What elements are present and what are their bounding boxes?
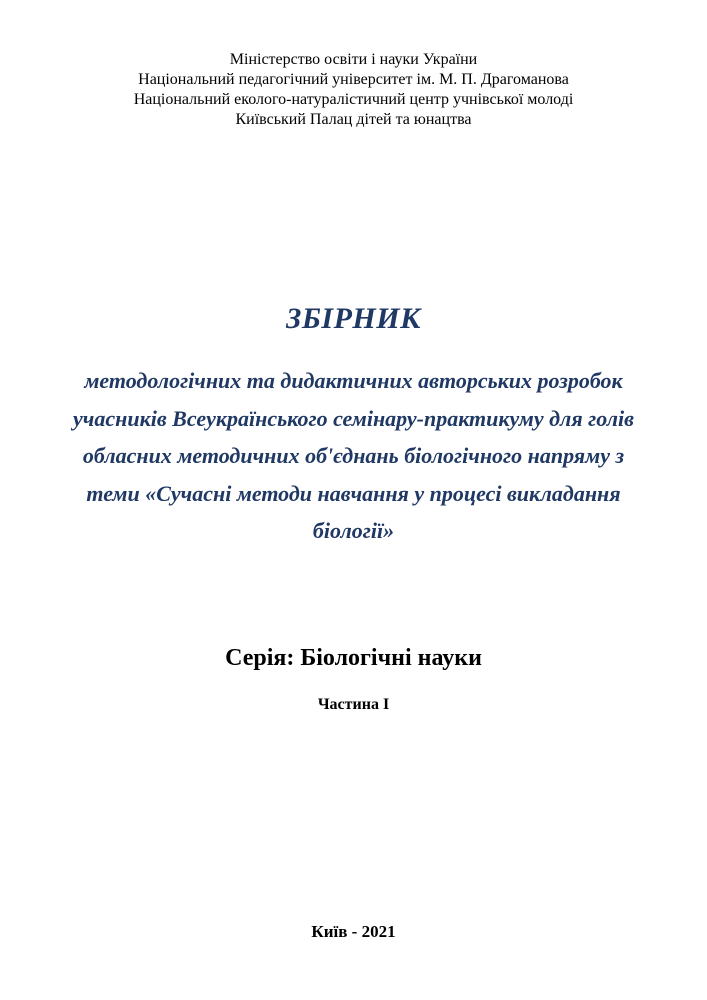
place-year: Київ - 2021 xyxy=(311,922,396,941)
subtitle-line: учасників Всеукраїнського семінару-практикуму для голів xyxy=(73,405,634,431)
institution-university: Національний педагогічний університет ім. М. П. Драгоманова xyxy=(138,71,569,88)
document-title: ЗБІРНИК xyxy=(286,302,421,335)
subtitle-line: біології» xyxy=(312,518,395,543)
subtitle-line: обласних методичних об'єднань біологічного напряму з xyxy=(82,443,625,468)
institutions-header xyxy=(0,50,707,130)
series-label: Серія: Біологічні науки xyxy=(225,645,482,671)
institution-palace: Київський Палац дітей та юнацтва xyxy=(235,111,472,128)
institution-ecology-center: Національний еколого-натуралістичний центр учнівської молоді xyxy=(133,91,574,108)
subtitle-line: методологічних та дидактичних авторських розробок xyxy=(84,368,623,393)
institution-ministry: Міністерство освіти і науки України xyxy=(229,51,478,68)
part-label: Частина І xyxy=(317,696,390,713)
document-subtitle xyxy=(60,362,647,550)
subtitle-line: теми «Сучасні методи навчання у процесі викладання xyxy=(86,480,621,506)
